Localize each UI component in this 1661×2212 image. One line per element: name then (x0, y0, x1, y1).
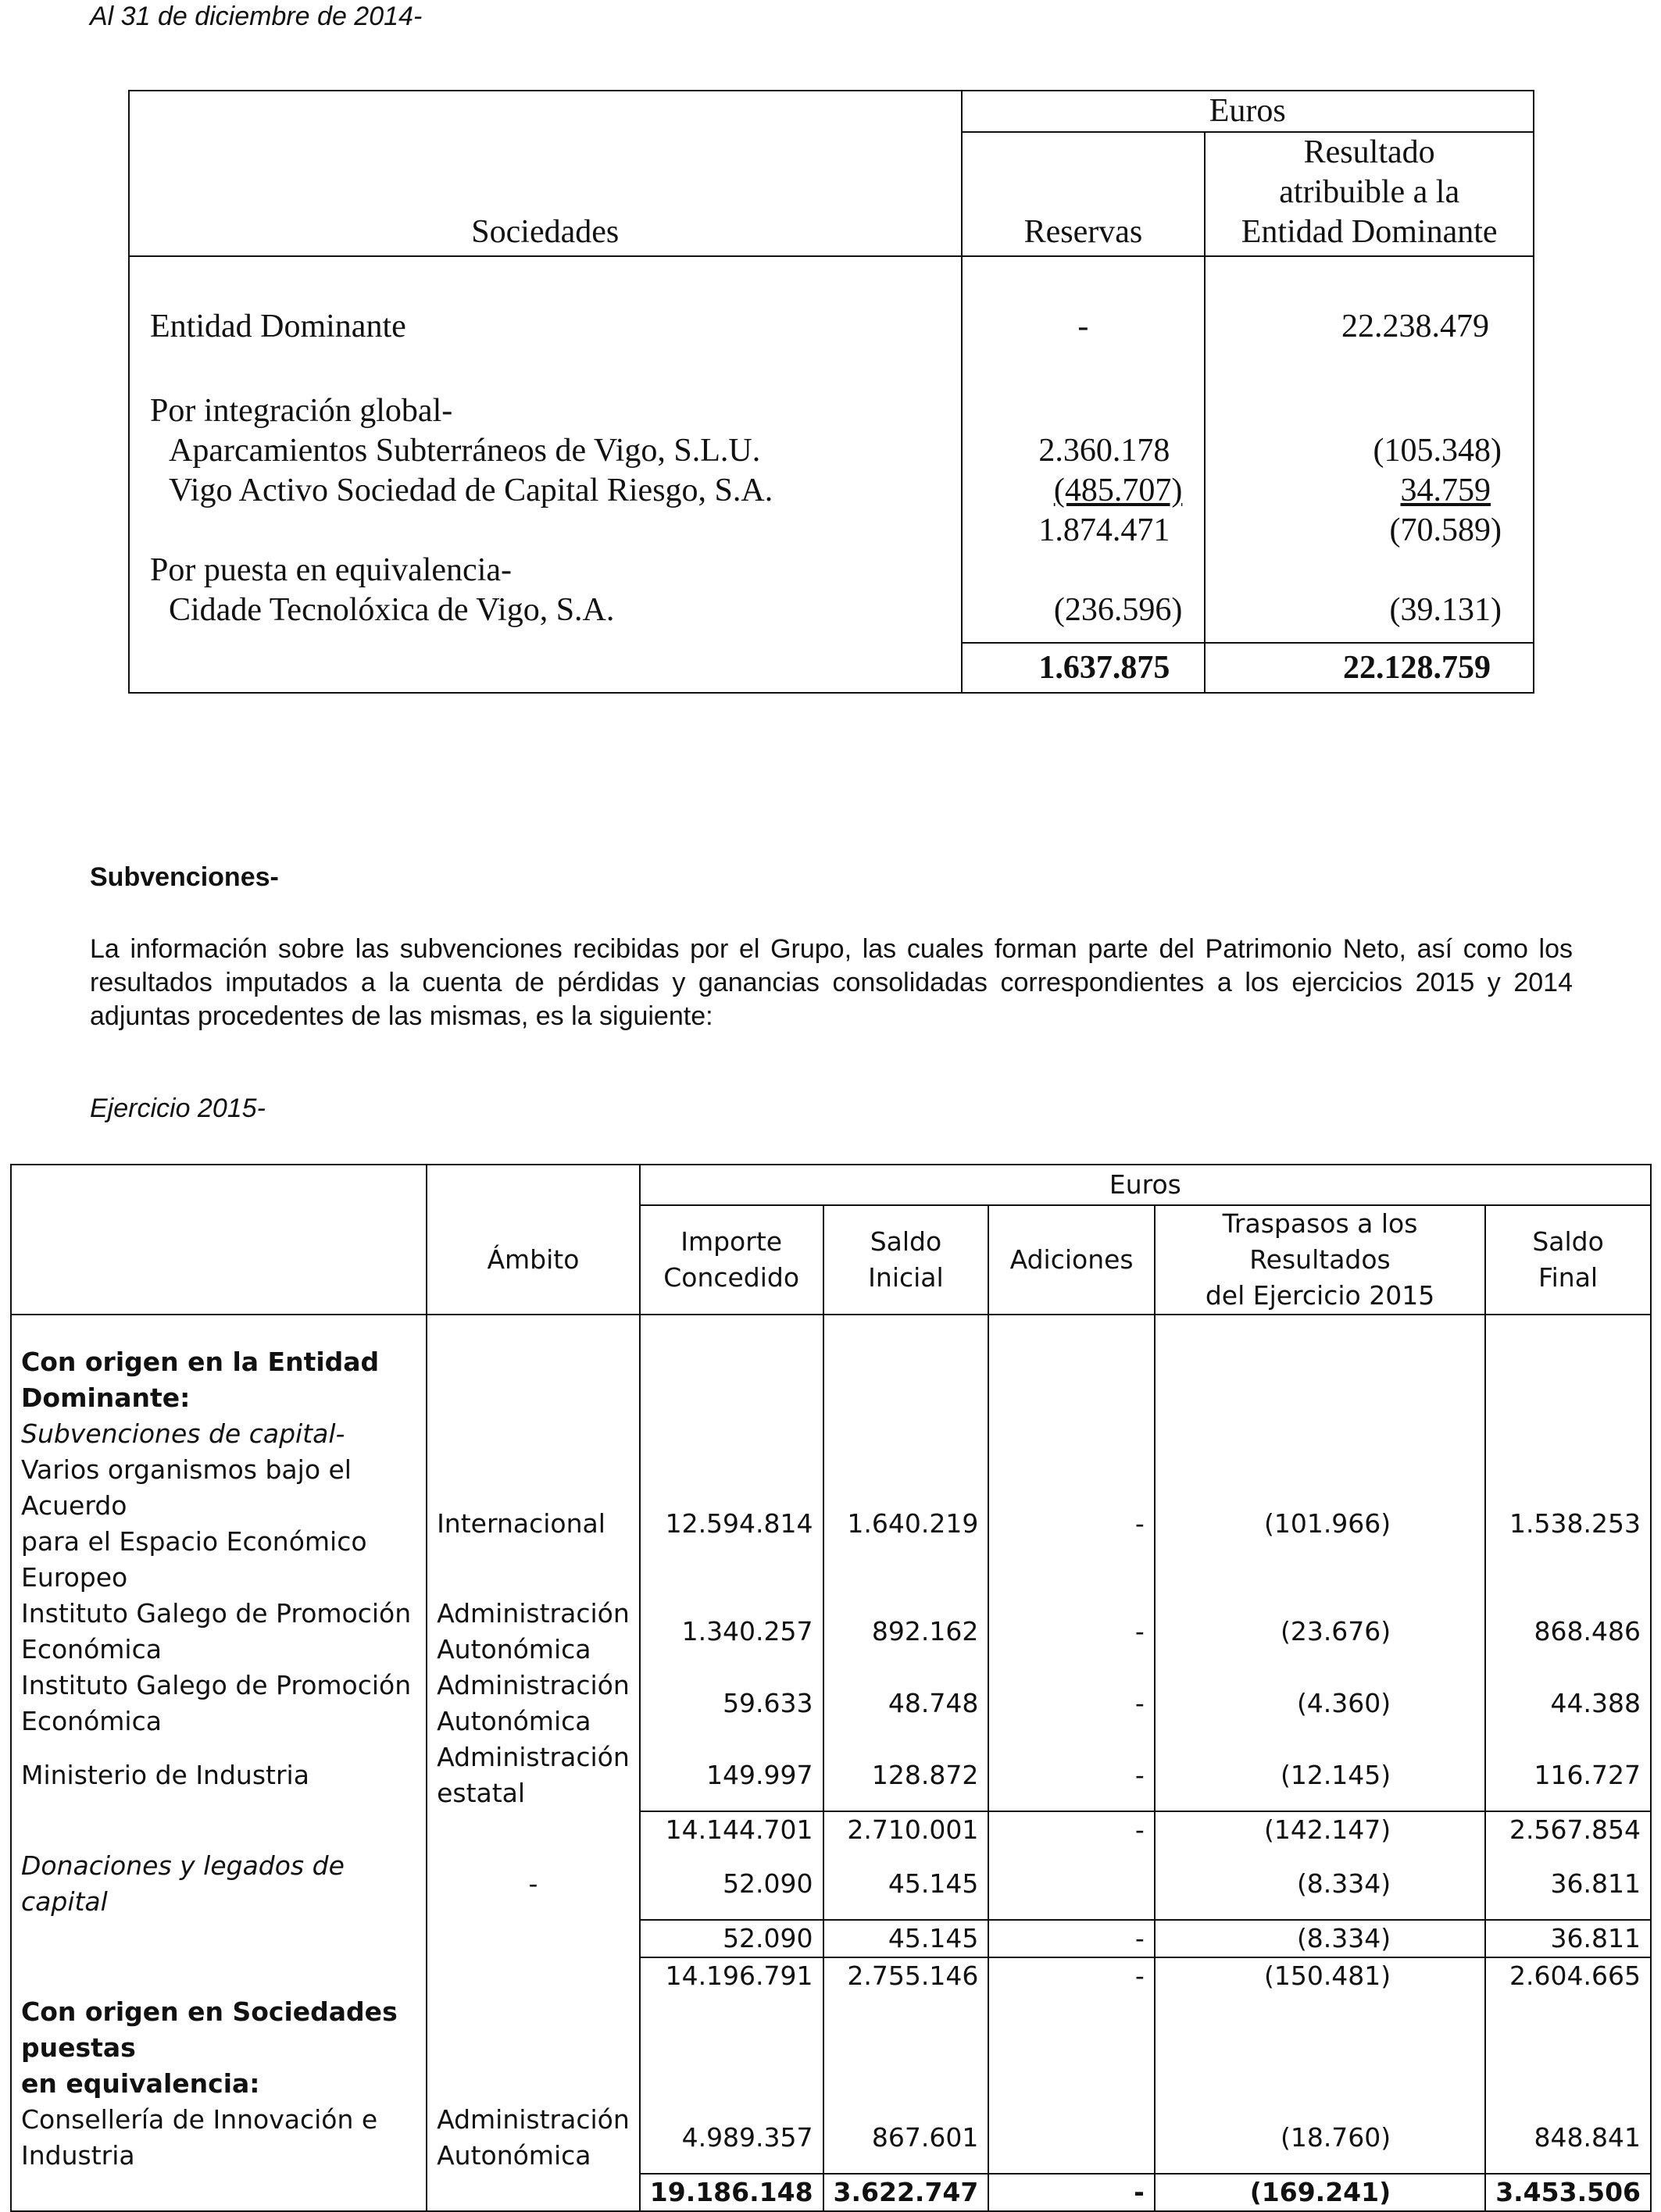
col-ambito: Ámbito (427, 1205, 640, 1315)
top-heading: Al 31 de diciembre de 2014- (90, 2, 423, 31)
row-aparcamientos: Aparcamientos Subterráneos de Vigo, S.L.U. 2.360.178 (105.348) (129, 431, 1534, 471)
col-adiciones: Adiciones (988, 1205, 1155, 1315)
table-row: Instituto Galego de Promoción Económica Administración Autonómica 59.633 48.748 - (4.360) 44.388 (11, 1668, 1651, 1739)
col-traspasos: Traspasos a los Resultados del Ejercicio 2015 (1155, 1205, 1485, 1315)
col-reservas: Reservas (962, 132, 1206, 256)
donaciones-row: Donaciones y legados de capital - 52.090 45.145 (8.334) 36.811 (11, 1848, 1651, 1920)
conselleria-row: Consellería de Innovación e Industria Administración Autonómica 4.989.357 867.601 (18.760) 848.841 (11, 2102, 1651, 2174)
grand-total-row: 19.186.148 3.622.747 - (169.241) 3.453.506 (11, 2174, 1651, 2211)
table-row: Varios organismos bajo el Acuerdo para el Espacio Económico Europeo Internacional 12.594.814 1.640.219 - (101.966) 1.538.253 (11, 1452, 1651, 1596)
col-sociedades: Sociedades (129, 132, 962, 256)
col-resultado: Resultado atribuible a la Entidad Dominante (1205, 132, 1534, 256)
capital-subtotal-row: 14.144.701 2.710.001 - (142.147) 2.567.854 (11, 1811, 1651, 1848)
group1-total-row: 14.196.791 2.755.146 - (150.481) 2.604.665 (11, 1957, 1651, 1994)
row-entidad-dominante: Entidad Dominante - 22.238.479 (129, 256, 1534, 351)
col-importe: Importe Concedido (640, 1205, 823, 1315)
table-row: Instituto Galego de Promoción Económica Administración Autonómica 1.340.257 892.162 - (23.676) 868.486 (11, 1596, 1651, 1668)
subvenciones-table (10, 1164, 1652, 2212)
row-vigo-activo: Vigo Activo Sociedad de Capital Riesgo, S.A. (485.707) 34.759 (129, 471, 1534, 511)
row-cidade: Cidade Tecnolóxica de Vigo, S.A. (236.596) (39.131) (129, 590, 1534, 630)
integracion-label: Por integración global- (129, 351, 962, 431)
group1-label: Con origen en la Entidad Dominante: (11, 1344, 427, 1416)
euros-header-2: Euros (640, 1165, 1651, 1205)
equivalencia-label: Por puesta en equivalencia- (129, 551, 962, 590)
col-saldo-inicial: Saldo Inicial (823, 1205, 989, 1315)
capital-label: Subvenciones de capital- (11, 1416, 427, 1452)
subvenciones-paragraph: La información sobre las subvenciones recibidas por el Grupo, las cuales forman parte del Patrimonio Neto, así como los resultados imputados a la cuenta de pérdidas y ganancias consolidadas correspondientes a los ejercicios 2015 y 2014 adjuntas procedentes de las mismas, es la siguiente: (90, 934, 1573, 1031)
col-saldo-final: Saldo Final (1485, 1205, 1651, 1315)
row-total: 1.637.875 22.128.759 (129, 643, 1534, 693)
table-row: Ministerio de Industria Administración estatal 149.997 128.872 - (12.145) 116.727 (11, 1739, 1651, 1811)
row-subtotal-integracion: 1.874.471 (70.589) (129, 511, 1534, 551)
reservas-table (128, 90, 1534, 694)
subvenciones-heading: Subvenciones- (90, 862, 279, 892)
euros-header: Euros (962, 91, 1534, 132)
ejercicio-heading: Ejercicio 2015- (90, 1094, 266, 1123)
group2-label: Con origen en Sociedades puestas en equivalencia: (11, 1994, 427, 2102)
donaciones-subtotal-row: 52.090 45.145 - (8.334) 36.811 (11, 1920, 1651, 1957)
